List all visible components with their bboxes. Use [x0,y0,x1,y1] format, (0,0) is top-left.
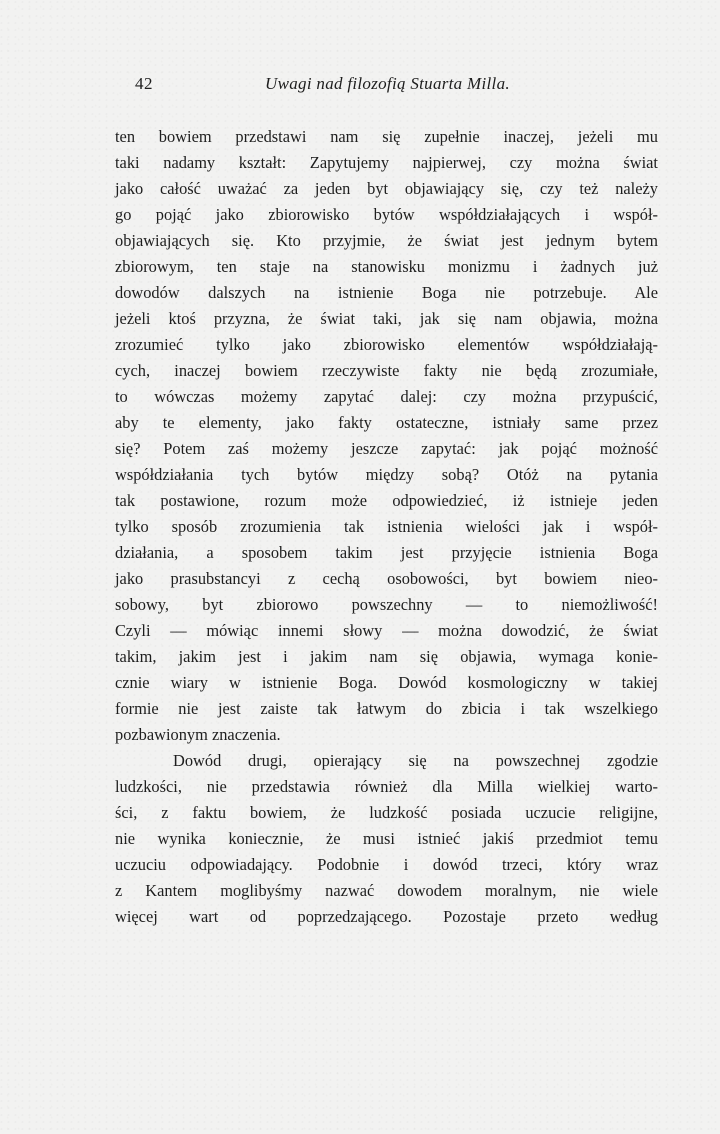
text-line: ten bowiem przedstawi nam się zupełnie inaczej, jeżeli mu [115,127,658,146]
text-line: się? Potem zaś możemy jeszcze zapytać: jak pojąć możność [115,439,658,458]
text-line: go pojąć jako zbiorowisko bytów współdziałających i współ- [115,205,658,224]
text-line: objawiających się. Kto przyjmie, że świat jest jednym bytem [115,231,658,250]
text-line: taki nadamy kształt: Zapytujemy najpierwej, czy można świat [115,153,658,172]
text-line: zrozumieć tylko jako zbiorowisko elementów współdziałają- [115,335,658,354]
text-line: pozbawionym znaczenia. [115,725,281,744]
text-line: jeżeli ktoś przyzna, że świat taki, jak się nam objawia, można [115,309,658,328]
running-title: Uwagi nad filozofią Stuarta Milla. [265,74,510,93]
text-line: cych, inaczej bowiem rzeczywiste fakty nie będą zrozumiałe, [115,361,658,380]
page-number: 42 [135,74,153,93]
text-line: więcej wart od poprzedzającego. Pozostaje przeto według [115,907,658,926]
page-header [135,74,655,98]
text-line: tak postawione, rozum może odpowiedzieć, iż istnieje jeden [115,491,658,510]
body-text [115,124,658,930]
paragraph-2 [115,748,658,930]
text-line: nie wynika koniecznie, że musi istnieć jakiś przedmiot temu [115,829,658,848]
text-line: aby te elementy, jako fakty ostateczne, istniały same przez [115,413,658,432]
text-line: Czyli — mówiąc innemi słowy — można dowodzić, że świat [115,621,658,640]
text-line: sobowy, byt zbiorowo powszechny — to niemożliwość! [115,595,658,614]
text-line: ści, z faktu bowiem, że ludzkość posiada uczucie religijne, [115,803,658,822]
text-line: dowodów dalszych na istnienie Boga nie potrzebuje. Ale [115,283,658,302]
text-line: działania, a sposobem takim jest przyjęcie istnienia Boga [115,543,658,562]
text-line: zbiorowym, ten staje na stanowisku monizmu i żadnych już [115,257,658,276]
text-line: ludzkości, nie przedstawia również dla Milla wielkiej warto- [115,777,658,796]
text-line: formie nie jest zaiste tak łatwym do zbicia i tak wszelkiego [115,699,658,718]
text-line: jako prasubstancyi z cechą osobowości, byt bowiem nieo- [115,569,658,588]
text-line: współdziałania tych bytów między sobą? Otóż na pytania [115,465,658,484]
text-line: takim, jakim jest i jakim nam się objawia, wymaga konie- [115,647,658,666]
text-line: to wówczas możemy zapytać dalej: czy można przypuścić, [115,387,658,406]
text-line: jako całość uważać za jeden byt objawiający się, czy też należy [115,179,658,198]
text-line: z Kantem moglibyśmy nazwać dowodem moralnym, nie wiele [115,881,658,900]
text-line: tylko sposób zrozumienia tak istnienia wielości jak i współ- [115,517,658,536]
text-line: uczuciu odpowiadający. Podobnie i dowód trzeci, który wraz [115,855,658,874]
text-line: cznie wiary w istnienie Boga. Dowód kosmologiczny w takiej [115,673,658,692]
paragraph-1 [115,124,658,748]
text-line: Dowód drugi, opierający się na powszechnej zgodzie [173,751,658,770]
